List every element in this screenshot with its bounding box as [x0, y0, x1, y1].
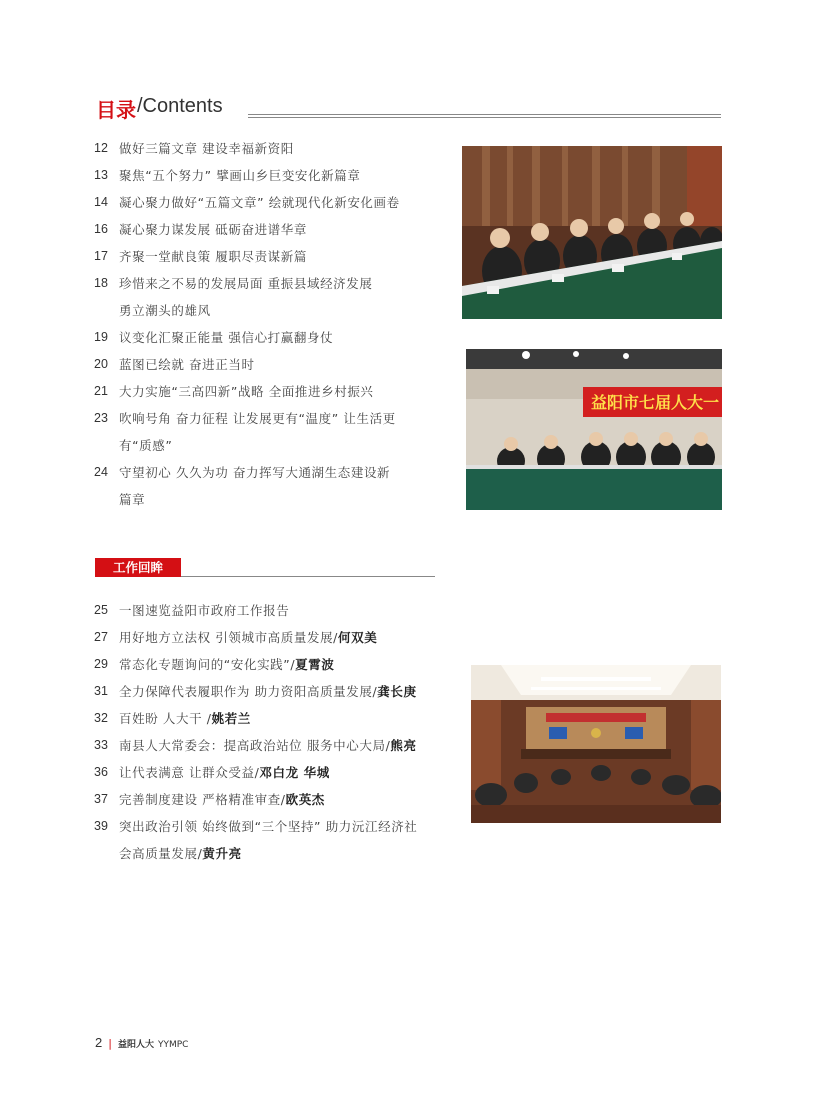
toc-title-text: 用好地方立法权 引领城市高质量发展/ [119, 630, 338, 645]
toc-entry-continuation[interactable] [94, 486, 400, 513]
contents-header [96, 94, 721, 122]
toc-entry[interactable] [94, 705, 417, 732]
toc-entry[interactable] [94, 459, 400, 486]
toc-title-continuation-text: 有“质感” [119, 438, 173, 453]
toc-title [119, 189, 400, 216]
toc-page-number: 24 [94, 465, 108, 479]
toc-title-text: 聚焦“五个努力” 擘画山乡巨变安化新篇章 [119, 168, 361, 183]
toc-entry-continuation[interactable] [94, 840, 417, 867]
footer-divider: | [108, 1037, 112, 1050]
toc-entry[interactable] [94, 786, 417, 813]
toc-page-number: 14 [94, 195, 108, 209]
toc-page-number: 16 [94, 222, 108, 236]
toc-title-text: 全力保障代表履职作为 助力资阳高质量发展/ [119, 684, 378, 699]
toc-page-number: 21 [94, 384, 108, 398]
toc-entry[interactable] [94, 624, 417, 651]
toc-entry-continuation[interactable] [94, 432, 400, 459]
toc-author: 邓白龙 华城 [259, 765, 330, 780]
toc-title-text: 突出政治引领 始终做到“三个坚持” 助力沅江经济社 [119, 819, 418, 834]
toc-title-text: 凝心聚力谋发展 砥砺奋进谱华章 [119, 222, 307, 237]
toc-page-number: 33 [94, 738, 108, 752]
toc-title [119, 162, 360, 189]
toc-title-continuation [119, 486, 145, 513]
toc-title [119, 324, 333, 351]
toc-title [119, 459, 390, 486]
toc-title [119, 351, 255, 378]
toc-title [119, 405, 396, 432]
toc-page-number: 17 [94, 249, 108, 263]
toc-title-continuation [119, 297, 211, 324]
section-rule [181, 576, 435, 577]
toc-title-continuation-text: 篇章 [119, 492, 146, 507]
toc-title-text: 让代表满意 让群众受益/ [119, 765, 260, 780]
toc-page-number: 32 [94, 711, 108, 725]
toc-list-review [94, 597, 417, 867]
toc-title-text: 做好三篇文章 建设幸福新资阳 [119, 141, 294, 156]
toc-title [119, 216, 307, 243]
toc-page-number: 23 [94, 411, 108, 425]
toc-title [119, 270, 372, 297]
toc-page-number: 39 [94, 819, 108, 833]
page-number: 2 [95, 1035, 103, 1050]
page-footer [95, 1035, 188, 1051]
toc-page-number: 25 [94, 603, 108, 617]
toc-page-number: 20 [94, 357, 108, 371]
toc-page-number: 31 [94, 684, 108, 698]
toc-entry[interactable] [94, 351, 400, 378]
toc-title [119, 135, 294, 162]
toc-title [119, 732, 417, 759]
toc-entry[interactable] [94, 678, 417, 705]
toc-entry[interactable] [94, 378, 400, 405]
toc-entry[interactable] [94, 759, 417, 786]
photo-meeting-1 [462, 146, 722, 319]
toc-entry[interactable] [94, 135, 400, 162]
toc-entry[interactable] [94, 216, 400, 243]
toc-entry[interactable] [94, 405, 400, 432]
toc-author: 熊亮 [390, 738, 417, 753]
toc-title [119, 624, 377, 651]
toc-title-text: 南县人大常委会：提高政治站位 服务中心大局/ [119, 738, 391, 753]
toc-title-text: 常态化专题询问的“安化实践”/ [119, 657, 296, 672]
toc-title-continuation [119, 840, 242, 867]
toc-title-continuation-text: 勇立潮头的雄风 [119, 303, 211, 318]
toc-page-number: 29 [94, 657, 108, 671]
toc-title [119, 813, 417, 840]
toc-page-number: 12 [94, 141, 108, 155]
toc-entry[interactable] [94, 162, 400, 189]
toc-author: 欧英杰 [285, 792, 325, 807]
toc-title [119, 705, 251, 732]
toc-page-number: 36 [94, 765, 108, 779]
toc-entry[interactable] [94, 651, 417, 678]
toc-page-number: 27 [94, 630, 108, 644]
toc-title-text: 蓝图已绘就 奋进正当时 [119, 357, 255, 372]
toc-page-number: 37 [94, 792, 108, 806]
toc-author: 何双美 [338, 630, 378, 645]
toc-title-text: 守望初心 久久为功 奋力挥写大通湖生态建设新 [119, 465, 391, 480]
toc-title-text: 大力实施“三高四新”战略 全面推进乡村振兴 [119, 384, 374, 399]
toc-title-text: 凝心聚力做好“五篇文章” 绘就现代化新安化画卷 [119, 195, 400, 210]
toc-title-text: 吹响号角 奋力征程 让发展更有“温度” 让生活更 [119, 411, 396, 426]
photo-meeting-2 [466, 349, 722, 510]
toc-title [119, 651, 334, 678]
toc-title-text: 一图速览益阳市政府工作报告 [119, 603, 290, 618]
contents-title-cn: 目录 [96, 98, 136, 122]
toc-entry[interactable] [94, 732, 417, 759]
toc-title-text: 齐聚一堂献良策 履职尽责谋新篇 [119, 249, 307, 264]
section-label: 工作回眸 [95, 558, 181, 577]
toc-title [119, 378, 374, 405]
toc-title [119, 786, 325, 813]
toc-title-continuation [119, 432, 172, 459]
toc-author: 龚长庚 [377, 684, 417, 699]
toc-title-text: 珍惜来之不易的发展局面 重振县域经济发展 [119, 276, 373, 291]
magazine-code: YYMPC [157, 1040, 189, 1050]
toc-entry-continuation[interactable] [94, 297, 400, 324]
toc-author: 黄升亮 [202, 846, 242, 861]
toc-title [119, 678, 417, 705]
contents-title-en: /Contents [137, 95, 223, 117]
magazine-name: 益阳人大 [117, 1040, 154, 1050]
toc-title-continuation-text: 会高质量发展/ [119, 846, 203, 861]
toc-entry[interactable] [94, 270, 400, 297]
toc-entry[interactable] [94, 243, 400, 270]
toc-entry[interactable] [94, 189, 400, 216]
toc-entry[interactable] [94, 813, 417, 840]
toc-entry[interactable] [94, 597, 417, 624]
toc-page-number: 19 [94, 330, 108, 344]
toc-entry[interactable] [94, 324, 400, 351]
banner-text: 益阳市七届人大一 [591, 393, 720, 412]
toc-author: 夏霄波 [295, 657, 335, 672]
toc-page-number: 13 [94, 168, 108, 182]
header-rule [248, 114, 721, 118]
toc-title-text: 百姓盼 人大干 / [119, 711, 212, 726]
toc-title [119, 597, 289, 624]
toc-title-text: 完善制度建设 严格精准审查/ [119, 792, 286, 807]
toc-author: 姚若兰 [211, 711, 251, 726]
toc-title [119, 243, 307, 270]
photo-assembly-hall [471, 665, 721, 823]
toc-list-main [94, 135, 400, 513]
toc-page-number: 18 [94, 276, 108, 290]
toc-title [119, 759, 330, 786]
toc-title-text: 议变化汇聚正能量 强信心打赢翻身仗 [119, 330, 334, 345]
section-header [95, 558, 435, 578]
